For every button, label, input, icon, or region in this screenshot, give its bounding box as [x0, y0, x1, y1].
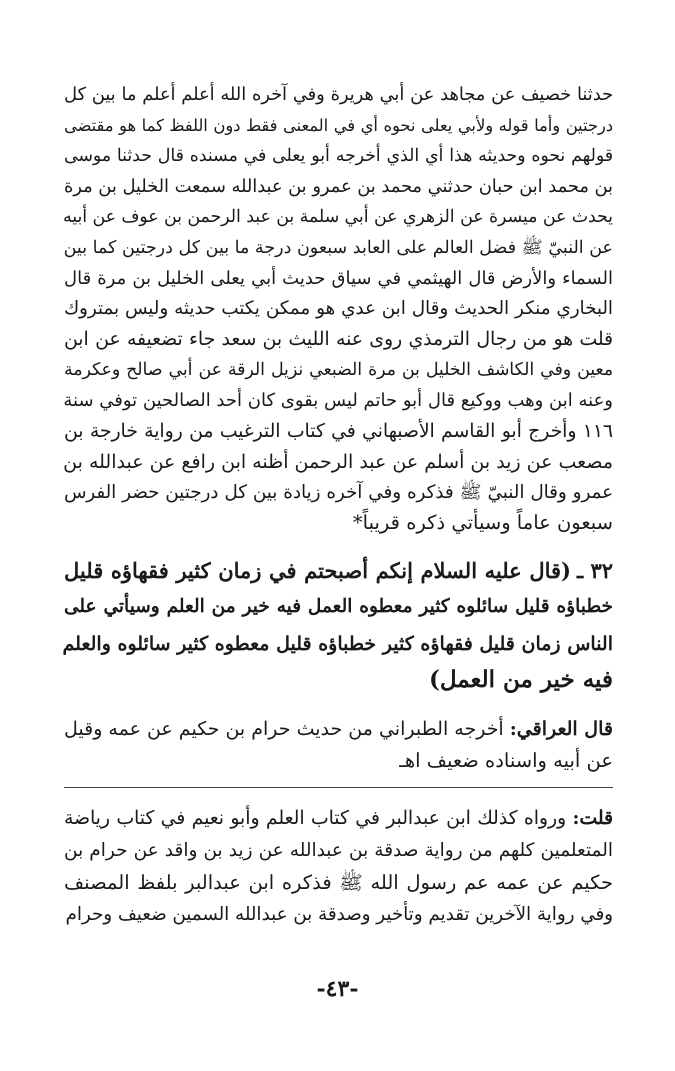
text-line: حدثنا خصيف عن مجاهد عن أبي هريرة وفي آخره الله أعلم أعلم ما بين كل — [64, 85, 613, 105]
text-line: مصعب عن زيد بن أسلم عن عبد الرحمن أظنه ابن رافع عن عبدالله بن — [63, 451, 613, 474]
text-line: ١١٦ وأخرج أبو القاسم الأصبهاني في كتاب الترغيب من رواية خارجة بن — [64, 420, 613, 442]
text-line: درجتين وأما قوله ولأبي يعلى نحوه أي في المعنى فقط دون اللفظ كما هو مقتضى — [64, 115, 613, 135]
text-line: البخاري منكر الحديث وقال ابن عدي هو ممكن يكتب حديثه وليس بمتروك — [64, 298, 613, 320]
heading-line: خطباؤه قليل سائلوه كثير معطوه العمل فيه خير من العلم وسيأتي على — [64, 596, 613, 618]
text-line: عمرو وقال النبيّ ﷺ فذكره وفي آخره زيادة بين كل درجتين حضر الفرس — [64, 481, 613, 503]
note-text: أخرجه الطبراني من حديث حرام بن حكيم عن عمه وقيل — [64, 717, 504, 740]
note-label: قلت: — [572, 806, 613, 829]
text-line: وعنه ابن وهب ووكيع قال أبو حاتم ليس بقوى كان أحد الصالحين توفي سنة — [63, 389, 613, 411]
note-line — [64, 802, 613, 835]
commentary-paragraph — [64, 80, 613, 539]
page-number: -٤٣- — [316, 976, 359, 1002]
heading-line: الناس زمان قليل فقهاؤه كثير خطباؤه قليل معطوه كثير سائلوه والعلم — [62, 632, 613, 655]
heading-line: فيه خير من العمل) — [428, 666, 613, 694]
hadith-heading — [64, 553, 613, 699]
note-text: ورواه كذلك ابن عبدالبر في كتاب العلم وأبو نعيم في كتاب رياضة — [64, 807, 567, 829]
note-line: المتعلمين كلهم من رواية صدقة بن عبدالله عن زيد بن واقد عن حرام بن — [64, 839, 613, 861]
note-line: حكيم عن عمه عم رسول الله ﷺ فذكره ابن عبدالبر بلفظ المصنف — [64, 870, 613, 894]
text-line: معين وفي الكاشف الخليل بن مرة الضبعي نزيل الرقة عن أبي صالح وعكرمة — [64, 360, 613, 381]
note-line: عن أبيه واسناده ضعيف اهـ — [399, 748, 613, 772]
note-label: قال العراقي: — [509, 717, 613, 740]
text-line: قولهم نحوه وحديثه هذا أي الذي أخرجه أبو يعلى في مسنده قال حدثنا موسى — [64, 146, 613, 167]
text-line: السماء والأرض قال الهيثمي في سياق حديث أبي يعلى الخليل بن مرة قال — [64, 267, 613, 289]
heading-line — [64, 553, 613, 590]
heading-text: (قال عليه السلام إنكم أصبحتم في زمان كثير فقهاؤه قليل — [64, 557, 571, 583]
section-divider — [64, 787, 613, 788]
hadith-number: ٣٢ ـ — [576, 557, 613, 583]
text-line: يحدث عن ميسرة عن الزهري عن أبي سلمة بن عبد الرحمن بن عوف عن أبيه — [62, 207, 613, 228]
text-line: قلت هو من رجال الترمذي روى عنه الليث بن سعد جاء تضعيفه عن ابن — [64, 328, 613, 350]
qultu-note — [64, 802, 613, 931]
note-line: وفي رواية الآخرين تقديم وتأخير وصدقة بن عبدالله السمين ضعيف وحرام — [65, 903, 613, 925]
note-line — [64, 713, 613, 745]
iraqi-note — [64, 713, 613, 788]
text-line: عن النبيّ ﷺ فضل العالم على العابد سبعون درجة ما بين كل درجتين كما بين — [63, 237, 613, 258]
text-line: سبعون عاماً وسيأتي ذكره قريباً* — [352, 511, 613, 535]
text-line: بن محمد ابن حبان حدثني محمد بن عمرو بن عبدالله سمعت الخليل بن مرة — [64, 176, 613, 197]
